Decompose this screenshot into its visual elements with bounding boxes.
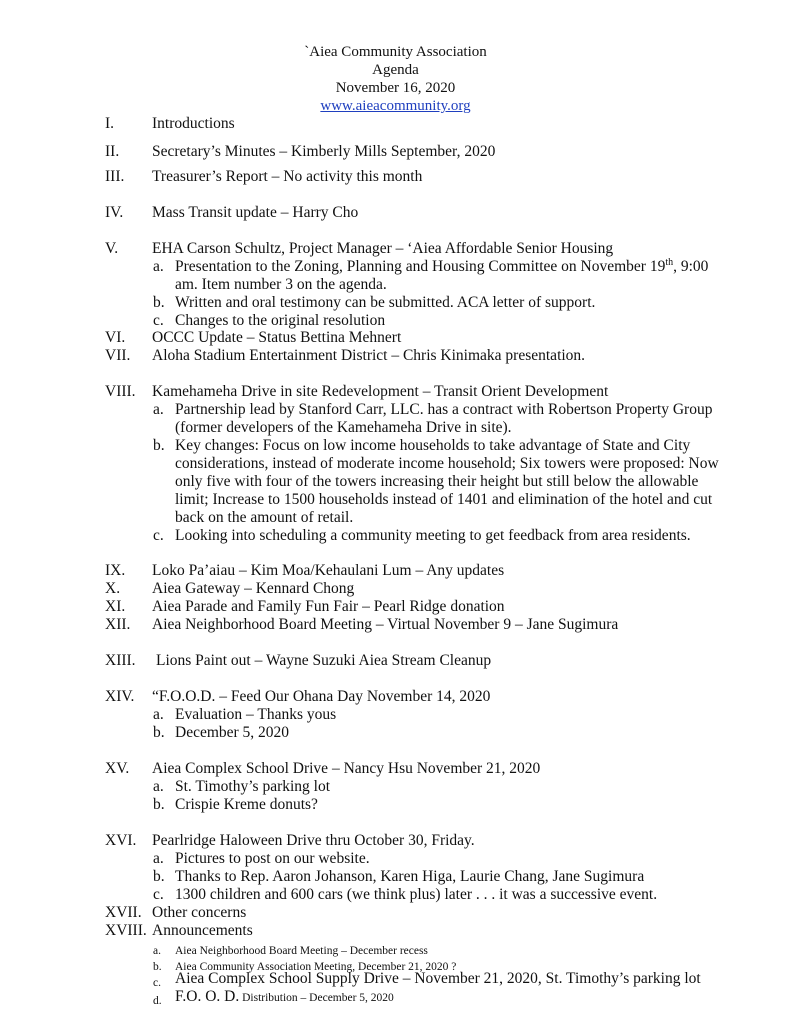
item-number: I.	[105, 115, 115, 132]
item-school-drive: Aiea Complex School Drive – Nancy Hsu November 21, 2020	[152, 760, 541, 777]
sub-item-aca-meeting: Aiea Community Association Meeting, December 21, 2020 ?	[175, 961, 457, 973]
sub-letter: b.	[153, 961, 162, 973]
item-number: XI.	[105, 598, 126, 615]
item-mass-transit: Mass Transit update – Harry Cho	[152, 204, 359, 221]
item-secretary-minutes: Secretary’s Minutes – Kimberly Mills September, 2020	[152, 143, 496, 160]
item-neighborhood-board: Aiea Neighborhood Board Meeting – Virtual November 9 – Jane Sugimura	[152, 616, 619, 633]
sub-item-parking-lot: St. Timothy’s parking lot	[175, 778, 331, 795]
item-occc-update: OCCC Update – Status Bettina Mehnert	[152, 329, 402, 346]
sub-letter: a.	[153, 401, 164, 418]
sub-item-testimony: Written and oral testimony can be submitted. ACA letter of support.	[175, 294, 596, 311]
item-announcements: Announcements	[152, 922, 253, 939]
sub-item-continuation: considerations, instead of moderate income household; Six towers were proposed: Now	[175, 455, 719, 472]
sub-letter: b.	[153, 437, 165, 454]
sub-letter: b.	[153, 724, 165, 741]
sub-letter: d.	[153, 995, 162, 1007]
item-number: XVI.	[105, 832, 137, 849]
sub-item-thanks: Thanks to Rep. Aaron Johanson, Karen Higa, Laurie Chang, Jane Sugimura	[175, 868, 645, 885]
item-number: XVIII.	[105, 922, 147, 939]
item-food-day: “F.O.O.D. – Feed Our Ohana Day November 14, 2020	[152, 688, 491, 705]
item-kamehameha-drive-in: Kamehameha Drive in site Redevelopment – Transit Orient Development	[152, 383, 609, 400]
meeting-date: November 16, 2020	[335, 80, 456, 96]
item-treasurer-report: Treasurer’s Report – No activity this month	[152, 168, 423, 185]
sub-item-december-date: December 5, 2020	[175, 724, 290, 741]
sub-item-partnership: Partnership lead by Stanford Carr, LLC. has a contract with Robertson Property Group	[175, 401, 713, 418]
item-other-concerns: Other concerns	[152, 904, 247, 921]
sub-item-continuation: limit; Increase to 1500 households instead of 1401 and elimination of the hotel and cut	[175, 491, 713, 508]
sub-item-continuation: (former developers of the Kamehameha Drive in site).	[175, 419, 512, 436]
item-eha-senior-housing: EHA Carson Schultz, Project Manager – ‘Aiea Affordable Senior Housing	[152, 240, 614, 257]
sub-letter: b.	[153, 294, 165, 311]
item-number: XIII.	[105, 652, 136, 669]
item-number: VII.	[105, 347, 131, 364]
sub-item-attendance: 1300 children and 600 cars (we think plus) later . . . it was a successive event.	[175, 886, 658, 903]
item-number: VI.	[105, 329, 126, 346]
sub-item-evaluation: Evaluation – Thanks yous	[175, 706, 337, 723]
sub-item-donuts: Crispie Kreme donuts?	[175, 796, 318, 813]
item-number: XIV.	[105, 688, 135, 705]
sub-item-board-recess: Aiea Neighborhood Board Meeting – December recess	[175, 945, 428, 957]
item-number: V.	[105, 240, 119, 257]
sub-item-resolution-changes: Changes to the original resolution	[175, 312, 386, 329]
org-title: `Aiea Community Association	[304, 44, 487, 60]
sub-letter: c.	[153, 886, 164, 903]
item-number: VIII.	[105, 383, 136, 400]
sub-letter: a.	[153, 850, 164, 867]
sub-letter: a.	[153, 778, 164, 795]
sub-letter: a.	[153, 258, 164, 275]
website-link-row	[0, 97, 791, 115]
sub-item-continuation: back on the amount of retail.	[175, 509, 354, 526]
sub-item-continuation: only five with four of the towers increasing their height but still below the allowable	[175, 473, 699, 490]
sub-letter: b.	[153, 868, 165, 885]
item-number: XII.	[105, 616, 131, 633]
sub-item-food-distribution: F.O. O. D. Distribution – December 5, 2020	[175, 988, 394, 1005]
sub-item-continuation: am. Item number 3 on the agenda.	[175, 276, 387, 293]
sub-letter: c.	[153, 977, 161, 989]
sub-letter: c.	[153, 312, 164, 329]
sub-item-key-changes: Key changes: Focus on low income households to take advantage of State and City	[175, 437, 691, 454]
item-number: II.	[105, 143, 120, 160]
website-link[interactable]: www.aieacommunity.org	[320, 98, 471, 114]
item-aiea-gateway: Aiea Gateway – Kennard Chong	[152, 580, 355, 597]
item-number: IX.	[105, 562, 126, 579]
sub-item-community-meeting: Looking into scheduling a community meeting to get feedback from area residents.	[175, 527, 691, 544]
item-number: IV.	[105, 204, 124, 221]
item-lions-paint-out: Lions Paint out – Wayne Suzuki Aiea Stream Cleanup	[156, 652, 492, 669]
sub-item-supply-drive: Aiea Complex School Supply Drive – November 21, 2020, St. Timothy’s parking lot	[175, 970, 701, 987]
sub-letter: a.	[153, 706, 164, 723]
sub-letter: c.	[153, 527, 164, 544]
item-number: X.	[105, 580, 121, 597]
item-number: III.	[105, 168, 125, 185]
doc-title: Agenda	[372, 62, 419, 78]
item-number: XV.	[105, 760, 130, 777]
item-introductions: Introductions	[152, 115, 235, 132]
sub-item-zoning-presentation: Presentation to the Zoning, Planning and Housing Committee on November 19th, 9:00	[175, 256, 709, 275]
item-number: XVII.	[105, 904, 142, 921]
item-haloween-drive: Pearlridge Haloween Drive thru October 30, Friday.	[152, 832, 475, 849]
item-aloha-stadium: Aloha Stadium Entertainment District – Chris Kinimaka presentation.	[152, 347, 586, 364]
sub-item-pictures: Pictures to post on our website.	[175, 850, 370, 867]
item-loko-paaiau: Loko Pa’aiau – Kim Moa/Kehaulani Lum – Any updates	[152, 562, 505, 579]
sub-letter: b.	[153, 796, 165, 813]
item-aiea-parade: Aiea Parade and Family Fun Fair – Pearl Ridge donation	[152, 598, 505, 615]
sub-letter: a.	[153, 945, 161, 957]
